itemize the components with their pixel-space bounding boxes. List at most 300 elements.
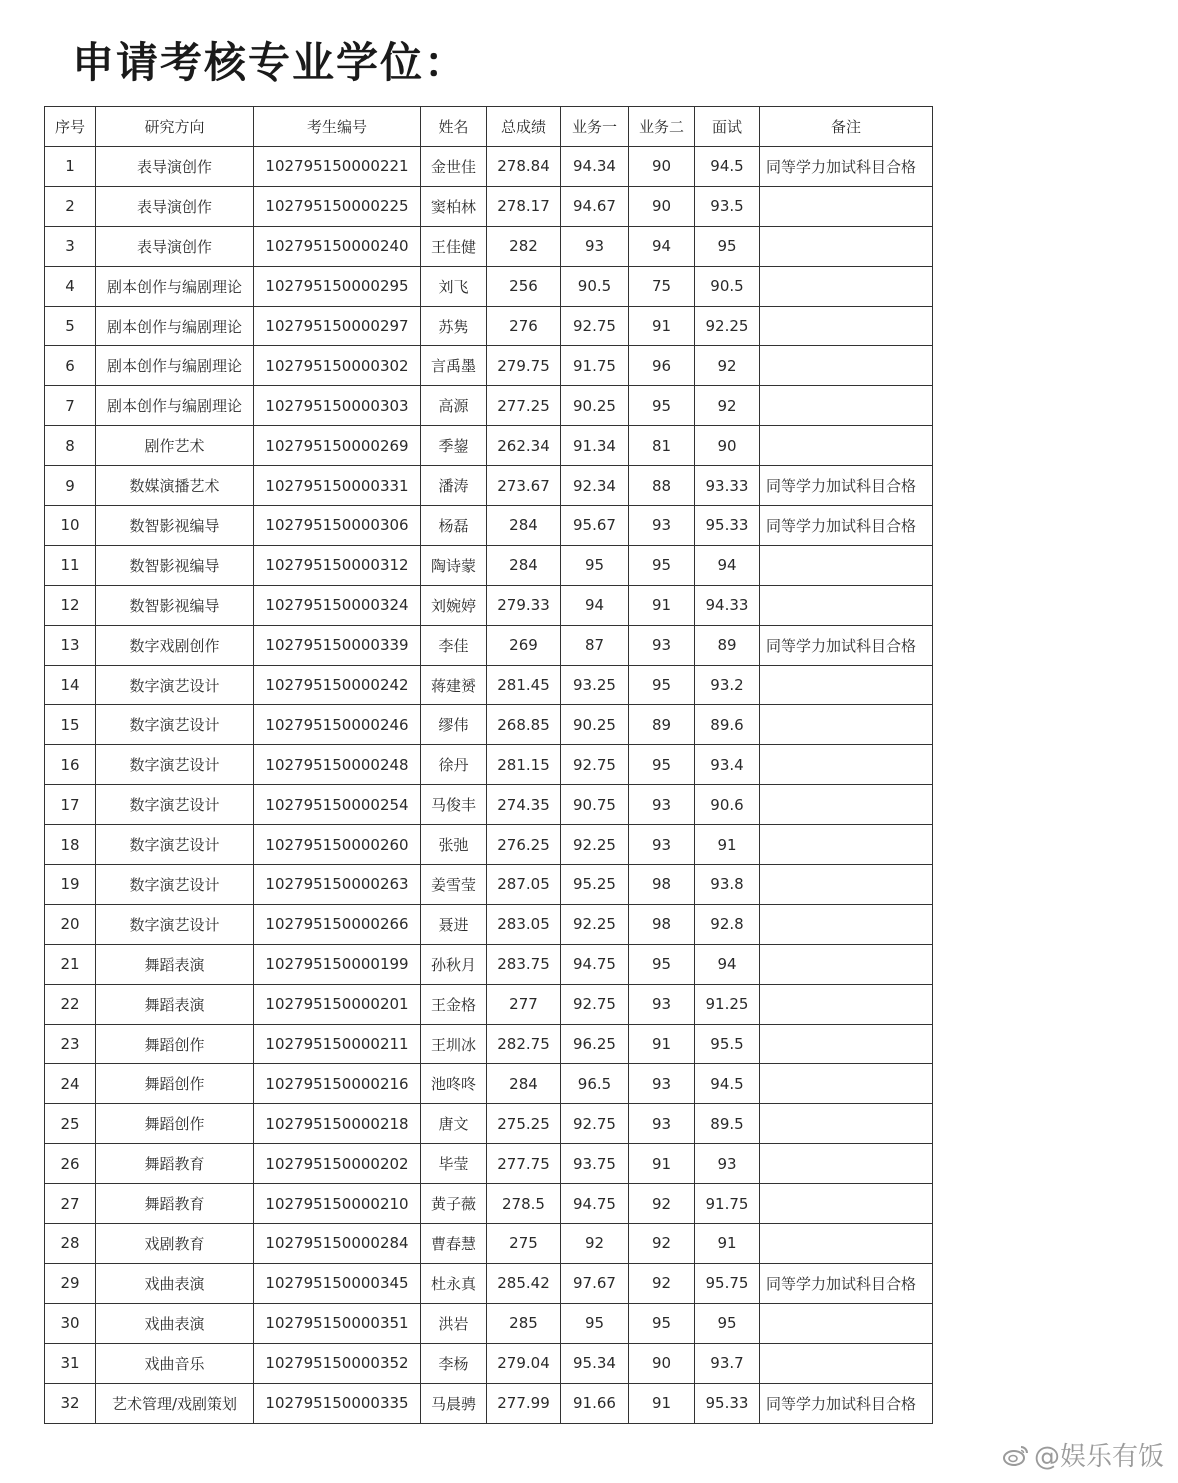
cell-note [760,346,933,386]
cell-direction: 数智影视编导 [96,585,254,625]
cell-name: 潘涛 [421,466,487,506]
cell-candidate-id: 102795150000216 [254,1064,421,1104]
cell-note [760,306,933,346]
cell-subject2: 93 [629,625,695,665]
cell-subject2: 96 [629,346,695,386]
cell-direction: 数字演艺设计 [96,825,254,865]
cell-interview: 94.5 [695,147,760,187]
col-header-subject2: 业务二 [629,107,695,147]
cell-index: 14 [45,665,96,705]
cell-subject1: 93.25 [561,665,629,705]
table-row [45,506,933,546]
table-row [45,1263,933,1303]
table-row [45,904,933,944]
cell-note: 同等学力加试科目合格 [760,506,933,546]
results-table [44,106,933,1424]
cell-note [760,904,933,944]
watermark [1002,1436,1164,1473]
cell-index: 6 [45,346,96,386]
cell-candidate-id: 102795150000266 [254,904,421,944]
cell-total: 278.84 [487,147,561,187]
cell-subject1: 92.75 [561,1104,629,1144]
cell-note [760,1343,933,1383]
cell-index: 2 [45,186,96,226]
col-header-index: 序号 [45,107,96,147]
cell-direction: 舞蹈创作 [96,1104,254,1144]
cell-subject2: 91 [629,585,695,625]
watermark-text: @娱乐有饭 [1033,1442,1164,1472]
cell-total: 275 [487,1224,561,1264]
cell-note: 同等学力加试科目合格 [760,1383,933,1423]
cell-candidate-id: 102795150000312 [254,545,421,585]
table-row [45,545,933,585]
col-header-name: 姓名 [421,107,487,147]
table-row [45,1303,933,1343]
cell-interview: 92.8 [695,904,760,944]
cell-interview: 94.5 [695,1064,760,1104]
cell-note [760,785,933,825]
cell-index: 25 [45,1104,96,1144]
cell-note [760,1303,933,1343]
cell-subject2: 91 [629,1144,695,1184]
cell-subject1: 95 [561,1303,629,1343]
cell-note [760,1104,933,1144]
table-row [45,1064,933,1104]
cell-candidate-id: 102795150000211 [254,1024,421,1064]
cell-candidate-id: 102795150000201 [254,984,421,1024]
table-row [45,266,933,306]
table-row [45,1184,933,1224]
cell-candidate-id: 102795150000246 [254,705,421,745]
cell-total: 282.75 [487,1024,561,1064]
cell-note [760,186,933,226]
cell-subject1: 92.75 [561,306,629,346]
cell-index: 27 [45,1184,96,1224]
cell-subject1: 92.25 [561,825,629,865]
cell-interview: 93.2 [695,665,760,705]
cell-interview: 95.33 [695,1383,760,1423]
cell-name: 季鋆 [421,426,487,466]
cell-interview: 95 [695,226,760,266]
cell-candidate-id: 102795150000248 [254,745,421,785]
table-row [45,625,933,665]
cell-interview: 89.5 [695,1104,760,1144]
cell-subject2: 95 [629,545,695,585]
cell-index: 26 [45,1144,96,1184]
cell-note [760,1024,933,1064]
cell-direction: 戏曲音乐 [96,1343,254,1383]
cell-subject2: 94 [629,226,695,266]
cell-candidate-id: 102795150000210 [254,1184,421,1224]
cell-subject1: 91.66 [561,1383,629,1423]
cell-name: 姜雪莹 [421,865,487,905]
cell-candidate-id: 102795150000225 [254,186,421,226]
table-row [45,306,933,346]
cell-index: 3 [45,226,96,266]
cell-note [760,226,933,266]
cell-direction: 艺术管理/戏剧策划 [96,1383,254,1423]
cell-subject2: 98 [629,904,695,944]
cell-direction: 戏曲表演 [96,1263,254,1303]
col-header-note: 备注 [760,107,933,147]
cell-interview: 92.25 [695,306,760,346]
table-row [45,226,933,266]
cell-interview: 91 [695,825,760,865]
cell-index: 15 [45,705,96,745]
cell-subject1: 94.67 [561,186,629,226]
cell-index: 29 [45,1263,96,1303]
cell-name: 唐文 [421,1104,487,1144]
cell-subject2: 93 [629,785,695,825]
cell-direction: 剧本创作与编剧理论 [96,306,254,346]
table-row [45,1343,933,1383]
cell-name: 马晨骋 [421,1383,487,1423]
table-row [45,665,933,705]
cell-subject2: 91 [629,1024,695,1064]
table-row [45,825,933,865]
cell-subject2: 91 [629,306,695,346]
cell-direction: 舞蹈教育 [96,1184,254,1224]
cell-note [760,944,933,984]
cell-subject1: 92.34 [561,466,629,506]
cell-subject1: 87 [561,625,629,665]
cell-total: 277 [487,984,561,1024]
cell-name: 张弛 [421,825,487,865]
cell-note [760,1064,933,1104]
cell-subject1: 91.34 [561,426,629,466]
cell-note: 同等学力加试科目合格 [760,466,933,506]
cell-index: 20 [45,904,96,944]
cell-interview: 92 [695,386,760,426]
cell-subject2: 95 [629,1303,695,1343]
col-header-candidate-id: 考生编号 [254,107,421,147]
cell-subject2: 95 [629,386,695,426]
cell-total: 276 [487,306,561,346]
cell-direction: 数智影视编导 [96,545,254,585]
cell-direction: 剧作艺术 [96,426,254,466]
cell-total: 277.99 [487,1383,561,1423]
cell-candidate-id: 102795150000240 [254,226,421,266]
cell-index: 31 [45,1343,96,1383]
cell-total: 287.05 [487,865,561,905]
page-title: 申请考核专业学位： [72,38,469,87]
cell-index: 19 [45,865,96,905]
cell-subject1: 94.34 [561,147,629,187]
cell-name: 刘飞 [421,266,487,306]
cell-name: 曹春慧 [421,1224,487,1264]
table-row [45,186,933,226]
cell-name: 马俊丰 [421,785,487,825]
table-row [45,1383,933,1423]
cell-candidate-id: 102795150000284 [254,1224,421,1264]
cell-name: 陶诗蒙 [421,545,487,585]
cell-note [760,865,933,905]
cell-subject1: 94 [561,585,629,625]
cell-total: 283.75 [487,944,561,984]
cell-interview: 93.8 [695,865,760,905]
cell-index: 11 [45,545,96,585]
cell-direction: 舞蹈表演 [96,984,254,1024]
cell-total: 284 [487,506,561,546]
cell-subject2: 81 [629,426,695,466]
cell-name: 王金格 [421,984,487,1024]
cell-total: 278.17 [487,186,561,226]
cell-candidate-id: 102795150000303 [254,386,421,426]
cell-name: 黄子薇 [421,1184,487,1224]
cell-name: 缪伟 [421,705,487,745]
cell-name: 王佳健 [421,226,487,266]
cell-name: 蒋建赟 [421,665,487,705]
cell-name: 孙秋月 [421,944,487,984]
cell-interview: 94.33 [695,585,760,625]
cell-subject1: 90.5 [561,266,629,306]
cell-index: 12 [45,585,96,625]
cell-subject2: 91 [629,1383,695,1423]
cell-total: 285 [487,1303,561,1343]
table-row [45,705,933,745]
cell-interview: 94 [695,545,760,585]
cell-subject2: 75 [629,266,695,306]
cell-note [760,266,933,306]
cell-total: 274.35 [487,785,561,825]
col-header-total: 总成绩 [487,107,561,147]
col-header-interview: 面试 [695,107,760,147]
cell-note [760,1224,933,1264]
cell-note [760,386,933,426]
cell-interview: 92 [695,346,760,386]
cell-candidate-id: 102795150000202 [254,1144,421,1184]
cell-subject2: 95 [629,665,695,705]
cell-total: 281.45 [487,665,561,705]
cell-interview: 90.5 [695,266,760,306]
cell-direction: 舞蹈创作 [96,1024,254,1064]
cell-index: 23 [45,1024,96,1064]
cell-interview: 95.33 [695,506,760,546]
cell-note [760,1144,933,1184]
cell-candidate-id: 102795150000221 [254,147,421,187]
cell-total: 284 [487,1064,561,1104]
cell-subject1: 94.75 [561,944,629,984]
cell-interview: 90.6 [695,785,760,825]
cell-total: 284 [487,545,561,585]
cell-index: 13 [45,625,96,665]
cell-direction: 戏剧教育 [96,1224,254,1264]
cell-direction: 舞蹈表演 [96,944,254,984]
cell-name: 刘婉婷 [421,585,487,625]
cell-index: 21 [45,944,96,984]
cell-candidate-id: 102795150000242 [254,665,421,705]
cell-total: 283.05 [487,904,561,944]
cell-direction: 舞蹈教育 [96,1144,254,1184]
cell-subject1: 92.25 [561,904,629,944]
cell-index: 10 [45,506,96,546]
weibo-icon [1002,1444,1030,1466]
cell-index: 22 [45,984,96,1024]
cell-interview: 89 [695,625,760,665]
cell-note [760,984,933,1024]
cell-candidate-id: 102795150000260 [254,825,421,865]
cell-candidate-id: 102795150000199 [254,944,421,984]
cell-name: 徐丹 [421,745,487,785]
cell-direction: 数字演艺设计 [96,904,254,944]
cell-candidate-id: 102795150000339 [254,625,421,665]
cell-total: 269 [487,625,561,665]
cell-direction: 数字演艺设计 [96,705,254,745]
cell-direction: 表导演创作 [96,226,254,266]
cell-name: 窦柏林 [421,186,487,226]
cell-candidate-id: 102795150000335 [254,1383,421,1423]
cell-index: 1 [45,147,96,187]
cell-direction: 戏曲表演 [96,1303,254,1343]
cell-subject2: 93 [629,825,695,865]
cell-subject2: 93 [629,1104,695,1144]
cell-subject1: 93 [561,226,629,266]
cell-index: 4 [45,266,96,306]
cell-subject2: 95 [629,745,695,785]
cell-subject1: 95.25 [561,865,629,905]
cell-interview: 91.75 [695,1184,760,1224]
cell-index: 8 [45,426,96,466]
cell-note [760,705,933,745]
table-row [45,785,933,825]
cell-direction: 数字演艺设计 [96,745,254,785]
table-row [45,1224,933,1264]
table-row [45,585,933,625]
cell-total: 256 [487,266,561,306]
cell-index: 24 [45,1064,96,1104]
cell-subject1: 96.5 [561,1064,629,1104]
cell-candidate-id: 102795150000269 [254,426,421,466]
cell-direction: 表导演创作 [96,147,254,187]
cell-subject1: 94.75 [561,1184,629,1224]
cell-total: 282 [487,226,561,266]
cell-subject2: 90 [629,147,695,187]
cell-total: 281.15 [487,745,561,785]
cell-interview: 93.4 [695,745,760,785]
cell-direction: 数智影视编导 [96,506,254,546]
cell-total: 276.25 [487,825,561,865]
cell-subject2: 98 [629,865,695,905]
cell-note: 同等学力加试科目合格 [760,147,933,187]
cell-note: 同等学力加试科目合格 [760,625,933,665]
cell-interview: 93.7 [695,1343,760,1383]
cell-name: 杜永真 [421,1263,487,1303]
cell-subject2: 93 [629,506,695,546]
cell-subject1: 95.67 [561,506,629,546]
cell-index: 30 [45,1303,96,1343]
cell-total: 279.75 [487,346,561,386]
cell-direction: 数字戏剧创作 [96,625,254,665]
cell-note: 同等学力加试科目合格 [760,1263,933,1303]
cell-subject2: 92 [629,1263,695,1303]
cell-note [760,585,933,625]
cell-interview: 93 [695,1144,760,1184]
cell-interview: 91 [695,1224,760,1264]
table-row [45,984,933,1024]
cell-direction: 剧本创作与编剧理论 [96,266,254,306]
table-row [45,466,933,506]
cell-candidate-id: 102795150000351 [254,1303,421,1343]
cell-interview: 93.5 [695,186,760,226]
table-row [45,944,933,984]
cell-candidate-id: 102795150000297 [254,306,421,346]
cell-note [760,426,933,466]
cell-total: 268.85 [487,705,561,745]
cell-name: 毕莹 [421,1144,487,1184]
cell-index: 7 [45,386,96,426]
cell-name: 金世佳 [421,147,487,187]
cell-subject1: 92.75 [561,984,629,1024]
cell-subject1: 92.75 [561,745,629,785]
cell-interview: 95 [695,1303,760,1343]
cell-index: 9 [45,466,96,506]
cell-interview: 89.6 [695,705,760,745]
cell-note [760,665,933,705]
cell-subject2: 92 [629,1224,695,1264]
cell-note [760,825,933,865]
cell-subject1: 90.25 [561,386,629,426]
cell-interview: 90 [695,426,760,466]
cell-subject2: 95 [629,944,695,984]
table-row [45,147,933,187]
cell-direction: 数字演艺设计 [96,785,254,825]
cell-name: 聂进 [421,904,487,944]
cell-candidate-id: 102795150000295 [254,266,421,306]
cell-subject1: 92 [561,1224,629,1264]
table-row [45,426,933,466]
cell-subject2: 88 [629,466,695,506]
cell-index: 28 [45,1224,96,1264]
cell-direction: 数媒演播艺术 [96,466,254,506]
cell-subject1: 90.75 [561,785,629,825]
cell-note [760,1184,933,1224]
cell-note [760,745,933,785]
cell-subject1: 96.25 [561,1024,629,1064]
cell-index: 17 [45,785,96,825]
table-row [45,386,933,426]
cell-total: 277.25 [487,386,561,426]
cell-name: 高源 [421,386,487,426]
table-row [45,745,933,785]
cell-total: 278.5 [487,1184,561,1224]
table-header-row [45,107,933,147]
col-header-subject1: 业务一 [561,107,629,147]
cell-subject2: 90 [629,186,695,226]
cell-direction: 表导演创作 [96,186,254,226]
cell-candidate-id: 102795150000254 [254,785,421,825]
cell-subject1: 97.67 [561,1263,629,1303]
cell-name: 杨磊 [421,506,487,546]
cell-direction: 数字演艺设计 [96,865,254,905]
table-row [45,1024,933,1064]
cell-index: 5 [45,306,96,346]
cell-interview: 95.75 [695,1263,760,1303]
col-header-direction: 研究方向 [96,107,254,147]
cell-subject1: 91.75 [561,346,629,386]
cell-note [760,545,933,585]
cell-subject2: 93 [629,984,695,1024]
cell-name: 池咚咚 [421,1064,487,1104]
table-row [45,1104,933,1144]
cell-subject2: 92 [629,1184,695,1224]
cell-interview: 94 [695,944,760,984]
table-row [45,346,933,386]
cell-subject1: 90.25 [561,705,629,745]
cell-candidate-id: 102795150000263 [254,865,421,905]
cell-interview: 93.33 [695,466,760,506]
cell-index: 32 [45,1383,96,1423]
cell-name: 言禹墨 [421,346,487,386]
